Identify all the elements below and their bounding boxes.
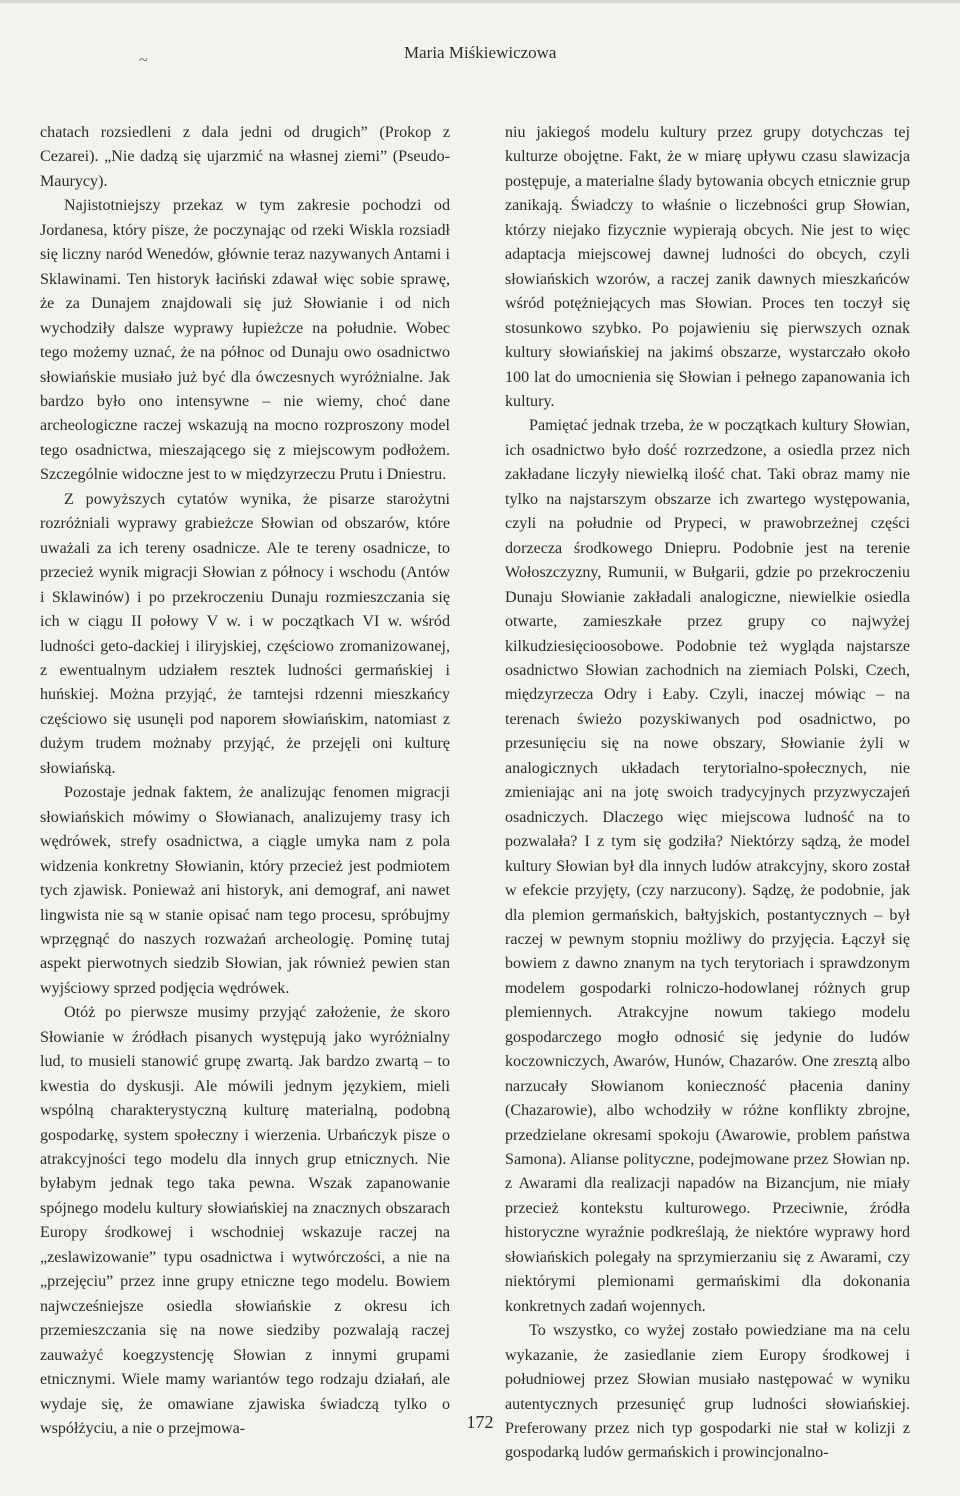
left-paragraph: Najistotniejszy przekaz w tym zakresie pochodzi od Jordanesa, który pisze, że poczynając od rzeki Wiskla rozsiadł się liczny naród Wenedów, głównie teraz nazywanych Antami i Sklawinami. Ten historyk łaciński zdawał więc sobie sprawę, że za Dunajem znajdowali się już Słowianie i od nich wychodziły dalsze wyprawy łupieżcze na południe. Wobec tego możemy uznać, że na północ od Dunaju owo osadnictwo słowiańskie musiało już być dla ówczesnych wyróżnialne. Jak bardzo było ono intensywne – nie wiemy, choć dane archeologiczne raczej wskazują na mocno rozproszony model tego osadnictwa, mieszającego się z miejscowym podłożem. Szczególnie widoczne jest to w międzyrzeczu Prutu i Dniestru. [40,197,450,484]
left-paragraph: chatach rozsiedleni z dala jedni od drugich” (Prokop z Cezarei). „Nie dadzą się ujarzmić na własnej ziemi” (Pseudo-Maurycy). [40,124,450,190]
left-column [40,121,450,1441]
header-mark: ~ [139,52,148,69]
running-header-author: Maria Miśkiewiczowa [404,43,557,62]
top-rule [0,0,960,3]
right-paragraph: Pamiętać jednak trzeba, że w początkach kultury Słowian, ich osadnictwo było dość rozrzedzone, a osiedla przez nich zakładane liczyły niewielką ilość chat. Taki obraz mamy nie tylko na najstarszym obszarze ich zwartego występowania, czyli na południe od Prypeci, w prawobrzeżnej części dorzecza środkowego Dniepru. Podobnie jest na terenie Wołoszczyzny, Rumunii, w Bułgarii, gdzie po przekroczeniu Dunaju Słowianie zakładali analogiczne, niewielkie osiedla otwarte, zamieszkałe przez grupy co najwyżej kilkudziesięcioosobowe. Podobnie też wygląda najstarsze osadnictwo Słowian zachodnich na ziemiach Polski, Czech, międzyrzecza Odry i Łaby. Czyli, inaczej mówiąc – na terenach świeżo pozyskiwanych pod osadnictwo, po przesunięciu się na nowe obszary, Słowianie żyli w analogicznych układach terytorialno-społecznych, nie zmieniając ani na jotę swoich tradycyjnych przyzwyczajeń osadniczych. Dlaczego więc miejscowa ludność na to pozwalała? I z tym się godziła? Niektórzy sądzą, że model kultury Słowian był dla innych ludów atrakcyjny, skoro został w efekcie przyjęty, (czy narzucony). Sądzę, że podobnie, jak dla plemion germańskich, bałtyjskich, postantycznych – był raczej w pewnym stopniu możliwy do przyjęcia. Łączył się bowiem z dawno znanym na tych terytoriach i sprawdzonym modelem gospodarki rolniczo-hodowlanej różnych grup plemiennych. Atrakcyjne nowum takiego modelu gospodarczego mogło odnosić się jedynie do ludów koczowniczych, Awarów, Hunów, Chazarów. One zresztą albo narzucały Słowianom konieczność płacenia daniny (Chazarowie), albo wchodziły w różne konflikty zbrojne, przedzielane okresami spokoju (Awarowie, problem państwa Samona). Alianse polityczne, podejmowane przez Słowian np. z Awarami dla realizacji napadów na Bizancjum, nie miały przecież kontekstu kulturowego. Przeciwnie, źródła historyczne wyraźnie podkreślają, że niektóre wyprawy hord słowiańskich polegały na sprzymierzaniu się z Awarami, czy niektórymi plemionami germańskimi dla dokonania konkretnych zadań wojennych. [505,417,910,1315]
left-paragraph: Z powyższych cytatów wynika, że pisarze starożytni rozróżniali wyprawy grabieżcze Słowian od obszarów, które uważali za ich tereny osadnicze. Ale te tereny osadnicze, to przecież wynik migracji Słowian z północy i wschodu (Antów i Sklawinów) i po przekroczeniu Dunaju rozmieszczania się ich w ciągu II połowy V w. i w początkach VI w. wśród ludności geto-dackiej i iliryjskiej, częściowo zromanizowanej, z ewentualnym udziałem resztek ludności germańskiej i huńskiej. Można przyjąć, że tamtejsi rdzenni mieszkańcy częściowo się usunęli pod naporem słowiańskim, natomiast z dużym trudem możnaby przyjąć, że przejęli oni kulturę słowiańską. [40,490,450,777]
left-paragraph: Otóż po pierwsze musimy przyjąć założenie, że skoro Słowianie w źródłach pisanych występują jako wyróżnialny lud, to musieli stanowić grupę zwartą. Jak bardzo zwartą – to kwestia do dyskusji. Ale mówili jednym językiem, mieli wspólną charakterystyczną kulturę materialną, podobną gospodarkę, system społeczny i wierzenia. Urbańczyk pisze o atrakcyjności tego modelu dla innych grup etnicznych. Nie byłabym jednak tego taka pewna. Wszak zapanowanie spójnego modelu kultury słowiańskiej na znacznych obszarach Europy środkowej i wschodniej wskazuje raczej na „zeslawizowanie” typu osadnictwa i wytwórczości, a nie na „przejęciu” przez inne grupy etniczne tego modelu. Bowiem najwcześniejsze osiedla słowiańskie z okresu ich przemieszczania się na nowe siedziby pozwalają raczej zauważyć koegzystencję Słowian z innymi grupami etnicznymi. Wiele mamy wariantów tego rodzaju działań, ale wydaje się, że omawiane zjawiska świadczą tylko o współżyciu, a nie o przejmowa- [40,1004,450,1438]
right-paragraph: niu jakiegoś modelu kultury przez grupy dotychczas tej kulturze obojętne. Fakt, że w miarę upływu czasu slawizacja postępuje, a materialne ślady bytowania obcych etnicznie grup zanikają. Świadczy to właśnie o liczebności grup Słowian, którzy niejako fizycznie wypierają obcych. Nie jest to więc adaptacja miejscowej dawnej ludności do obcych, czyli słowiańskich wzorów, a raczej zanik dawnych mieszkańców wśród potężniejących mas Słowian. Proces ten toczył się stosunkowo szybko. Po pojawieniu się pierwszych oznak kultury słowiańskiej na jakimś obszarze, wystarczało około 100 lat do umocnienia się Słowian i pełnego zapanowania ich kultury. [505,124,910,410]
left-paragraph: Pozostaje jednak faktem, że analizując fenomen migracji słowiańskich mówimy o Słowianach, analizujemy trasy ich wędrówek, strefy osadnictwa, a ciągle umyka nam z pola widzenia konkretny Słowianin, który przecież jest podmiotem tych zjawisk. Ponieważ ani historyk, ani demograf, ani nawet lingwista nie są w stanie opisać nam tego procesu, spróbujmy wprzęgnąć do naszych rozważań archeologię. Pominę tutaj aspekt pierwotnych siedzib Słowian, jak również pewien stan wyjściowy sprzed podjęcia wędrówek. [40,784,450,997]
right-column [505,121,910,1466]
page-number: 172 [466,1412,494,1432]
right-paragraph: To wszystko, co wyżej zostało powiedziane ma na celu wykazanie, że zasiedlanie ziem Europy środkowej i południowej przez Słowian musiało następować w wyniku autentycznych przesunięć grup ludności słowiańskiej. Preferowany przez nich typ gospodarki nie stał w kolizji z gospodarką ludów germańskich i prowincjonalno- [505,1322,910,1462]
